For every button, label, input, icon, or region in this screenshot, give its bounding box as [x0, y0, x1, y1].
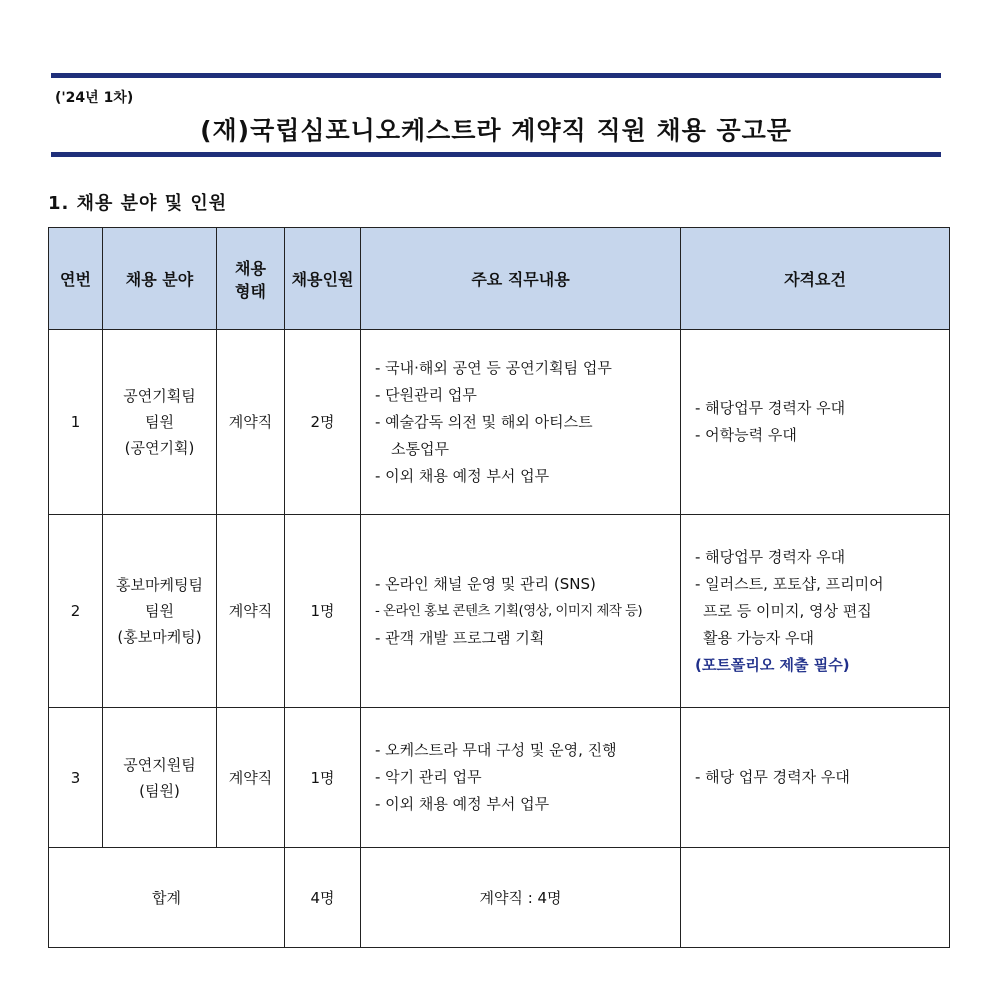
qualification-item: - 해당업무 경력자 우대 — [695, 399, 846, 417]
field-line: 팀원 — [145, 413, 174, 431]
duty-item: - 예술감독 의전 및 해외 아티스트 — [375, 412, 593, 431]
qualification-item-continued: 프로 등 이미지, 영상 편집 — [703, 601, 872, 620]
header-top-rule — [51, 73, 941, 78]
recruitment-table — [48, 227, 950, 948]
row-count: 2명 — [285, 330, 361, 515]
section-heading: 1. 채용 분야 및 인원 — [48, 193, 228, 214]
row-qualifications — [681, 708, 950, 848]
col-header-type-line1: 채용 — [235, 258, 266, 278]
total-empty-cell — [681, 848, 950, 948]
row-field — [103, 708, 217, 848]
row-qualifications — [681, 330, 950, 515]
round-tag: ('24년 1차) — [55, 90, 134, 106]
field-line: (공연기획) — [124, 439, 195, 457]
total-label: 합계 — [49, 848, 285, 948]
header-bottom-rule — [51, 152, 941, 157]
field-line: 홍보마케팅팀 — [116, 576, 203, 594]
field-line: 공연지원팀 — [123, 755, 196, 774]
duty-item: - 단원관리 업무 — [375, 385, 477, 404]
row-field — [103, 515, 217, 708]
row-type: 계약직 — [217, 708, 285, 848]
qualification-item: - 어학능력 우대 — [695, 426, 797, 444]
row-qualifications — [681, 515, 950, 708]
qualification-item: - 해당업무 경력자 우대 — [695, 547, 846, 566]
portfolio-required-note: (포트폴리오 제출 필수) — [695, 655, 850, 674]
col-header-no: 연번 — [49, 228, 103, 330]
duty-item: - 온라인 홍보 콘텐츠 기획(영상, 이미지 제작 등) — [375, 602, 643, 619]
row-duties — [361, 330, 681, 515]
row-no: 3 — [49, 708, 103, 848]
duty-item: - 국내·해외 공연 등 공연기획팀 업무 — [375, 358, 612, 377]
field-line: (팀원) — [139, 781, 180, 800]
row-type: 계약직 — [217, 515, 285, 708]
duty-item: - 오케스트라 무대 구성 및 운영, 진행 — [375, 741, 617, 759]
row-field — [103, 330, 217, 515]
row-duties — [361, 708, 681, 848]
field-line: 공연기획팀 — [123, 387, 196, 405]
duty-item: - 이외 채용 예정 부서 업무 — [375, 466, 550, 485]
col-header-count: 채용인원 — [285, 228, 361, 330]
qualification-item: - 해당 업무 경력자 우대 — [695, 768, 850, 786]
field-line: (홍보마케팅) — [117, 628, 202, 646]
table-row — [49, 708, 950, 848]
col-header-field: 채용 분야 — [103, 228, 217, 330]
col-header-type-line2: 형태 — [235, 281, 266, 301]
col-header-type — [217, 228, 285, 330]
col-header-duties: 주요 직무내용 — [361, 228, 681, 330]
field-line: 팀원 — [145, 602, 174, 620]
page-title: (재)국립심포니오케스트라 계약직 직원 채용 공고문 — [200, 116, 792, 145]
table-row — [49, 515, 950, 708]
duty-item: - 온라인 채널 운영 및 관리 (SNS) — [375, 574, 596, 593]
row-duties — [361, 515, 681, 708]
duty-item: - 관객 개발 프로그램 기획 — [375, 628, 545, 647]
qualification-item-continued: 활용 가능자 우대 — [703, 628, 814, 647]
table-row — [49, 330, 950, 515]
qualification-item: - 일러스트, 포토샵, 프리미어 — [695, 574, 884, 593]
table-header-row — [49, 228, 950, 330]
row-no: 1 — [49, 330, 103, 515]
row-no: 2 — [49, 515, 103, 708]
duty-item: - 악기 관리 업무 — [375, 768, 482, 786]
total-count: 4명 — [285, 848, 361, 948]
duty-item: - 이외 채용 예정 부서 업무 — [375, 795, 550, 813]
duty-item-continued: 소통업무 — [391, 439, 449, 458]
row-type: 계약직 — [217, 330, 285, 515]
row-count: 1명 — [285, 708, 361, 848]
row-count: 1명 — [285, 515, 361, 708]
total-summary: 계약직 : 4명 — [361, 848, 681, 948]
col-header-qualifications: 자격요건 — [681, 228, 950, 330]
table-total-row — [49, 848, 950, 948]
